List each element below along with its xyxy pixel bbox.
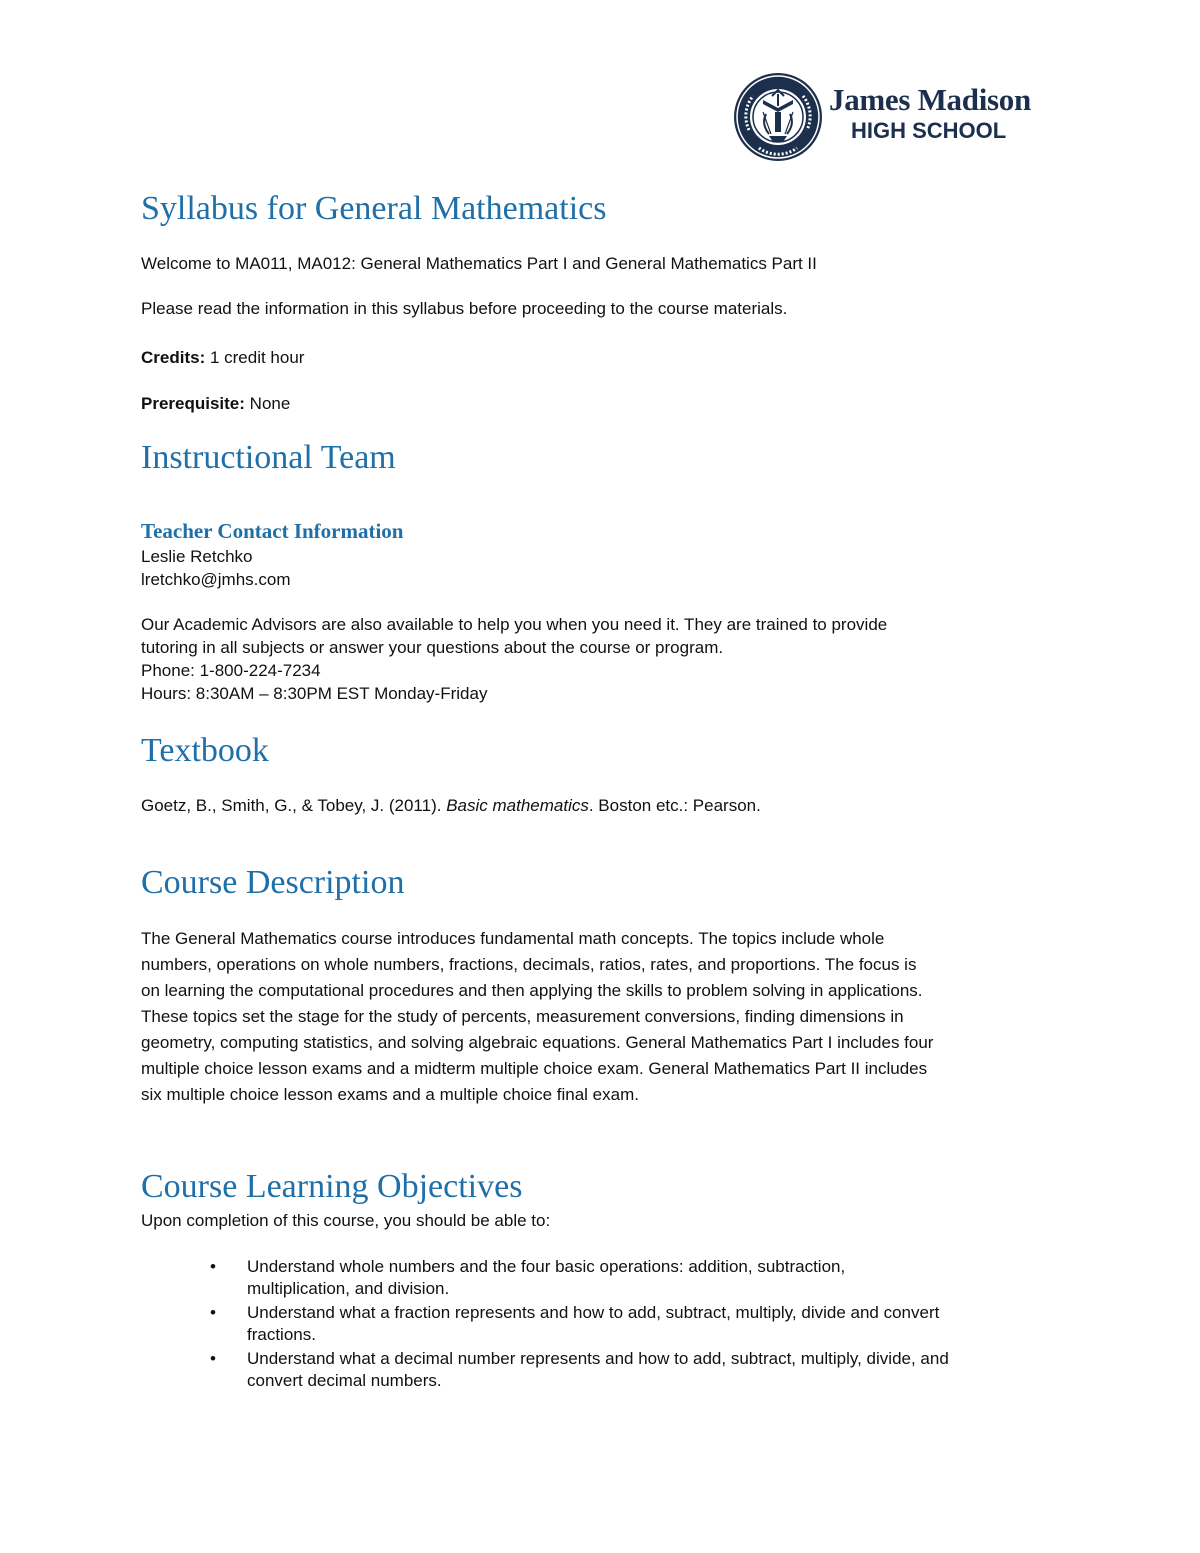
objective-text-line: fractions. [247,1325,316,1344]
description-line: six multiple choice lesson exams and a multiple choice final exam. [141,1085,639,1104]
advisors-hours: Hours: 8:30AM – 8:30PM EST Monday-Friday [141,684,488,703]
objective-text-line: Understand what a fraction represents and how to add, subtract, multiply, divide and convert [247,1303,940,1322]
credits-line [141,347,304,369]
teacher-email[interactable]: lretchko@jmhs.com [141,570,291,589]
teacher-contact-heading: Teacher Contact Information [141,519,404,543]
objective-item [210,1256,1080,1300]
textbook-citation [141,795,761,817]
read-note-text: Please read the information in this syllabus before proceeding to the course materials. [141,299,788,318]
course-description-paragraph [141,926,1081,1108]
objective-item [210,1348,1080,1392]
description-line: The General Mathematics course introduces fundamental math concepts. The topics include whole [141,929,885,948]
objective-text-line: Understand what a decimal number represents and how to add, subtract, multiply, divide, and [247,1349,949,1368]
course-description-heading: Course Description [141,864,405,901]
learning-objectives-heading: Course Learning Objectives [141,1168,523,1205]
description-line: These topics set the stage for the study of percents, measurement conversions, finding dimensions in [141,1007,904,1026]
description-line: geometry, computing statistics, and solving algebraic equations. General Mathematics Part I includes four [141,1033,934,1052]
advisors-text-line: tutoring in all subjects or answer your questions about the course or program. [141,638,724,657]
prerequisite-value: None [244,394,291,413]
school-logo [733,72,1063,162]
description-line: multiple choice lesson exams and a midterm multiple choice exam. General Mathematics Part II includes [141,1059,928,1078]
logo-school-name: James Madison [829,82,1031,117]
credits-value: 1 credit hour [205,348,305,367]
textbook-heading: Textbook [141,732,269,769]
learning-objectives-intro: Upon completion of this course, you should be able to: [141,1211,551,1230]
instructional-team-heading: Instructional Team [141,439,396,476]
advisors-phone: Phone: 1-800-224-7234 [141,661,321,680]
prerequisite-label: Prerequisite: [141,394,245,413]
school-seal-icon [733,72,823,162]
welcome-text: Welcome to MA011, MA012: General Mathematics Part I and General Mathematics Part II [141,254,817,273]
teacher-name: Leslie Retchko [141,547,253,566]
objective-text-line: convert decimal numbers. [247,1371,442,1390]
objective-text-line: Understand whole numbers and the four basic operations: addition, subtraction, [247,1257,846,1276]
objectives-list [210,1256,1080,1394]
bullet-icon: • [210,1257,216,1276]
description-line: numbers, operations on whole numbers, fractions, decimals, ratios, rates, and proportions. The focus is [141,955,917,974]
bullet-icon: • [210,1303,216,1322]
advisors-text-line: Our Academic Advisors are also available to help you when you need it. They are trained to provide [141,615,888,634]
objective-item [210,1302,1080,1346]
objective-text-line: multiplication, and division. [247,1279,450,1298]
description-line: on learning the computational procedures and then applying the skills to problem solving in applications. [141,981,923,1000]
citation-publisher: . Boston etc.: Pearson. [588,796,761,815]
logo-school-type: HIGH SCHOOL [851,118,1007,143]
credits-label: Credits: [141,348,206,367]
page-title: Syllabus for General Mathematics [141,190,607,227]
prerequisite-line [141,393,290,415]
citation-title: Basic mathematics [446,796,589,815]
citation-authors: Goetz, B., Smith, G., & Tobey, J. (2011). [141,796,447,815]
bullet-icon: • [210,1349,216,1368]
